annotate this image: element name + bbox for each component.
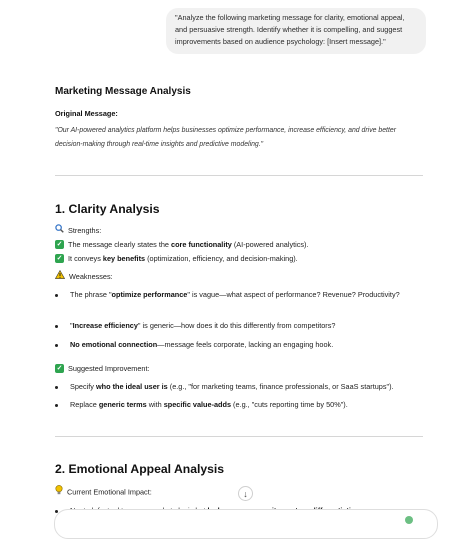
user-message-text: "Analyze the following marketing message for clarity, emotional appeal, and persuasive strength. Identify whether it is compelling, and suggest improvements based on audience psychology: [Insert message]." xyxy=(175,13,405,46)
bullet xyxy=(55,386,58,389)
improvement-item: Specify who the ideal user is (e.g., "for marketing teams, finance professionals, or SaaS startups"). xyxy=(70,382,394,391)
arrow-down-icon: ↓ xyxy=(243,489,248,499)
weaknesses-label: Weaknesses: xyxy=(69,272,113,281)
checkmark-icon: ✓ xyxy=(56,240,63,248)
divider xyxy=(55,175,423,176)
weaknesses-label-row xyxy=(55,270,113,284)
divider xyxy=(55,436,423,437)
warning-icon xyxy=(55,270,65,284)
original-message-label: Original Message: xyxy=(55,109,118,118)
weakness-item: No emotional connection—message feels corporate, lacking an engaging hook. xyxy=(70,340,334,349)
bullet xyxy=(55,325,58,328)
original-message-quote: "Our AI-powered analytics platform helps businesses optimize performance, increase efficiency, and drive better decision-making through real-time insights and predictive modeling." xyxy=(55,127,397,148)
scroll-to-bottom-button[interactable] xyxy=(238,486,253,501)
improvement-label: Suggested Improvement: xyxy=(68,364,150,373)
impact-label: Current Emotional Impact: xyxy=(67,487,152,497)
strength-item: ✓ The message clearly states the core functionality (AI-powered analytics). xyxy=(56,240,309,249)
section-emotional-heading: 2. Emotional Appeal Analysis xyxy=(55,462,225,476)
checkmark-icon: ✓ xyxy=(56,254,63,262)
strengths-label-row xyxy=(55,224,101,238)
bullet xyxy=(55,344,58,347)
checkmark-icon: ✓ xyxy=(56,364,63,372)
improvement-item: Replace generic terms with specific value-adds (e.g., "cuts reporting time by 50%"). xyxy=(70,400,348,409)
user-message-bubble xyxy=(166,8,426,54)
strength-item: ✓ It conveys key benefits (optimization, efficiency, and decision-making). xyxy=(56,254,298,263)
strengths-label: Strengths: xyxy=(68,226,102,235)
lightbulb-icon xyxy=(55,485,63,500)
bullet xyxy=(55,404,58,407)
response-title: Marketing Message Analysis xyxy=(55,86,191,97)
bullet xyxy=(55,294,58,297)
status-dot-icon xyxy=(405,516,413,524)
message-composer[interactable] xyxy=(54,509,438,539)
improvement-label-row xyxy=(55,362,150,376)
weakness-item: The phrase "optimize performance" is vague—what aspect of performance? Revenue? Productivity? xyxy=(70,290,400,299)
impact-label-row xyxy=(55,485,152,500)
section-clarity-heading: 1. Clarity Analysis xyxy=(55,202,160,216)
weakness-item: "Increase efficiency" is generic—how does it do this differently from competitors? xyxy=(70,321,336,330)
magnifier-icon xyxy=(55,224,64,238)
